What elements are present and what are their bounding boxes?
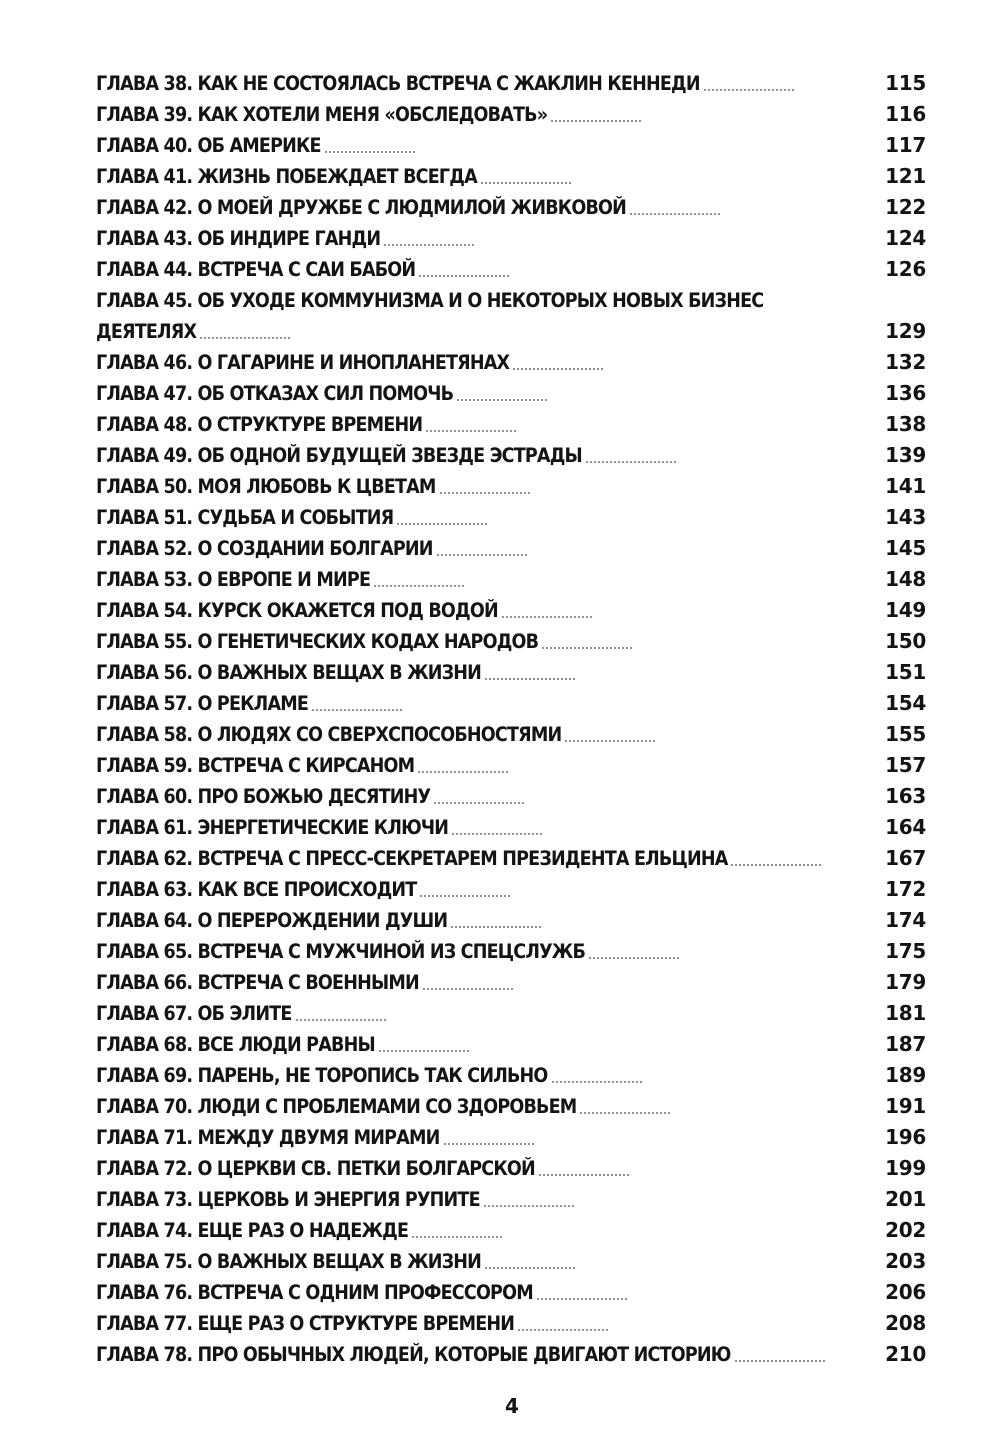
toc-entry-page: 138 bbox=[885, 412, 926, 436]
toc-entry-title: ГЛАВА 66. ВСТРЕЧА С ВОЕННЫМИ bbox=[96, 971, 419, 994]
toc-entry-title: ГЛАВА 69. ПАРЕНЬ, НЕ ТОРОПИСЬ ТАК СИЛЬНО bbox=[96, 1064, 548, 1087]
toc-entry-title: ГЛАВА 68. ВСЕ ЛЮДИ РАВНЫ bbox=[96, 1033, 375, 1056]
toc-entry[interactable] bbox=[96, 285, 926, 347]
toc-entry-title: ГЛАВА 58. О ЛЮДЯХ СО СВЕРХСПОСОБНОСТЯМИ bbox=[96, 723, 562, 746]
toc-entry-page: 129 bbox=[885, 319, 926, 343]
toc-entry[interactable] bbox=[96, 1029, 926, 1060]
toc-entry-title: ГЛАВА 59. ВСТРЕЧА С КИРСАНОМ bbox=[96, 754, 415, 777]
dot-leader bbox=[434, 800, 524, 804]
toc-entry[interactable] bbox=[96, 564, 926, 595]
toc-entry-title: ГЛАВА 42. О МОЕЙ ДРУЖБЕ С ЛЮДМИЛОЙ ЖИВКОВОЙ bbox=[96, 196, 627, 219]
dot-leader bbox=[580, 1110, 670, 1114]
toc-entry-page: 201 bbox=[885, 1187, 926, 1211]
toc-entry[interactable] bbox=[96, 750, 926, 781]
toc-entry-page: 148 bbox=[885, 567, 926, 591]
toc-entry-title: ГЛАВА 56. О ВАЖНЫХ ВЕЩАХ В ЖИЗНИ bbox=[96, 661, 482, 684]
dot-leader bbox=[484, 1203, 574, 1207]
toc-entry-title: ГЛАВА 50. МОЯ ЛЮБОВЬ К ЦВЕТАМ bbox=[96, 475, 436, 498]
toc-entry-page: 191 bbox=[885, 1094, 926, 1118]
toc-entry-title: ГЛАВА 61. ЭНЕРГЕТИЧЕСКИЕ КЛЮЧИ bbox=[96, 816, 449, 839]
page-number: 4 bbox=[505, 1394, 519, 1418]
toc-entry-page: 208 bbox=[885, 1311, 926, 1335]
dot-leader bbox=[379, 1048, 469, 1052]
toc-entry-page: 181 bbox=[885, 1001, 926, 1025]
toc-entry-title: ГЛАВА 67. ОБ ЭЛИТЕ bbox=[96, 1002, 292, 1025]
dot-leader bbox=[542, 645, 632, 649]
dot-leader bbox=[452, 831, 542, 835]
toc-entry-title: ГЛАВА 75. О ВАЖНЫХ ВЕЩАХ В ЖИЗНИ bbox=[96, 1250, 482, 1273]
toc-entry[interactable] bbox=[96, 1091, 926, 1122]
toc-entry-title: ГЛАВА 63. КАК ВСЕ ПРОИСХОДИТ bbox=[96, 878, 417, 901]
toc-entry-page: 179 bbox=[885, 970, 926, 994]
toc-entry[interactable] bbox=[96, 378, 926, 409]
toc-entry-page: 155 bbox=[885, 722, 926, 746]
toc-entry[interactable] bbox=[96, 502, 926, 533]
dot-leader bbox=[502, 614, 592, 618]
toc-entry-page: 172 bbox=[885, 877, 926, 901]
toc-entry[interactable] bbox=[96, 719, 926, 750]
toc-entry-page: 121 bbox=[885, 164, 926, 188]
toc-entry-title: ГЛАВА 70. ЛЮДИ С ПРОБЛЕМАМИ СО ЗДОРОВЬЕМ bbox=[96, 1095, 577, 1118]
toc-entry-title: ГЛАВА 51. СУДЬБА И СОБЫТИЯ bbox=[96, 506, 394, 529]
toc-entry[interactable] bbox=[96, 1246, 926, 1277]
toc-entry-page: 189 bbox=[885, 1063, 926, 1087]
toc-entry-page: 203 bbox=[885, 1249, 926, 1273]
toc-entry-title: ГЛАВА 71. МЕЖДУ ДВУМЯ МИРАМИ bbox=[96, 1126, 440, 1149]
toc-entry-page: 196 bbox=[885, 1125, 926, 1149]
toc-entry-page: 136 bbox=[885, 381, 926, 405]
toc-entry-title: ГЛАВА 54. КУРСК ОКАЖЕТСЯ ПОД ВОДОЙ bbox=[96, 599, 498, 622]
toc-entry[interactable] bbox=[96, 595, 926, 626]
dot-leader bbox=[485, 676, 575, 680]
toc-entry-title: ГЛАВА 73. ЦЕРКОВЬ И ЭНЕРГИЯ РУПИТЕ bbox=[96, 1188, 480, 1211]
toc-entry[interactable] bbox=[96, 936, 926, 967]
toc-entry[interactable] bbox=[96, 130, 926, 161]
dot-leader bbox=[630, 211, 720, 215]
toc-entry-title: ГЛАВА 62. ВСТРЕЧА С ПРЕСС-СЕКРЕТАРЕМ ПРЕЗИДЕНТА ЕЛЬЦИНА bbox=[96, 847, 728, 870]
toc-entry[interactable] bbox=[96, 99, 926, 130]
dot-leader bbox=[444, 1141, 534, 1145]
dot-leader bbox=[485, 1265, 575, 1269]
toc-entry[interactable] bbox=[96, 1184, 926, 1215]
toc-entry-title: ГЛАВА 57. О РЕКЛАМЕ bbox=[96, 692, 309, 715]
toc-entry-page: 124 bbox=[885, 226, 926, 250]
dot-leader bbox=[296, 1017, 386, 1021]
toc-entry-title: ГЛАВА 47. ОБ ОТКАЗАХ СИЛ ПОМОЧЬ bbox=[96, 382, 454, 405]
toc-entry-title: ГЛАВА 46. О ГАГАРИНЕ И ИНОПЛАНЕТЯНАХ bbox=[96, 351, 510, 374]
dot-leader bbox=[537, 1296, 627, 1300]
toc-entry[interactable] bbox=[96, 1215, 926, 1246]
dot-leader bbox=[704, 87, 794, 91]
dot-leader bbox=[457, 397, 547, 401]
dot-leader bbox=[513, 366, 603, 370]
toc-entry-title: ГЛАВА 40. ОБ АМЕРИКЕ bbox=[96, 134, 321, 157]
toc-entry[interactable] bbox=[96, 812, 926, 843]
toc-entry-page: 145 bbox=[885, 536, 926, 560]
dot-leader bbox=[325, 149, 415, 153]
dot-leader bbox=[312, 707, 402, 711]
toc-entry-title: ГЛАВА 72. О ЦЕРКВИ СВ. ПЕТКИ БОЛГАРСКОЙ bbox=[96, 1157, 535, 1180]
dot-leader bbox=[518, 1327, 608, 1331]
toc-entry-page: 141 bbox=[885, 474, 926, 498]
toc-entry-page: 115 bbox=[885, 71, 926, 95]
dot-leader bbox=[481, 180, 571, 184]
dot-leader bbox=[731, 862, 821, 866]
toc-entry[interactable] bbox=[96, 68, 926, 99]
toc-entry-title: ГЛАВА 77. ЕЩЕ РАЗ О СТРУКТУРЕ ВРЕМЕНИ bbox=[96, 1312, 515, 1335]
table-of-contents bbox=[96, 68, 926, 1370]
toc-entry-page: 157 bbox=[885, 753, 926, 777]
toc-entry-title: ГЛАВА 74. ЕЩЕ РАЗ О НАДЕЖДЕ bbox=[96, 1219, 409, 1242]
dot-leader bbox=[418, 769, 508, 773]
toc-entry[interactable] bbox=[96, 874, 926, 905]
toc-entry[interactable] bbox=[96, 192, 926, 223]
toc-entry[interactable] bbox=[96, 223, 926, 254]
toc-entry-title: ГЛАВА 55. О ГЕНЕТИЧЕСКИХ КОДАХ НАРОДОВ bbox=[96, 630, 539, 653]
toc-entry-page: 139 bbox=[885, 443, 926, 467]
dot-leader bbox=[552, 1079, 642, 1083]
toc-entry-title: ГЛАВА 39. КАК ХОТЕЛИ МЕНЯ «ОБСЛЕДОВАТЬ» bbox=[96, 103, 548, 126]
toc-entry-page: 175 bbox=[885, 939, 926, 963]
toc-entry-title: ГЛАВА 48. О СТРУКТУРЕ ВРЕМЕНИ bbox=[96, 413, 423, 436]
toc-entry-title: ГЛАВА 53. О ЕВРОПЕ И МИРЕ bbox=[96, 568, 371, 591]
dot-leader bbox=[551, 118, 641, 122]
dot-leader bbox=[384, 242, 474, 246]
dot-leader bbox=[539, 1172, 629, 1176]
toc-entry[interactable] bbox=[96, 1153, 926, 1184]
dot-leader bbox=[426, 428, 516, 432]
toc-entry-title: ГЛАВА 38. КАК НЕ СОСТОЯЛАСЬ ВСТРЕЧА С ЖАКЛИН КЕННЕДИ bbox=[96, 72, 700, 95]
toc-entry-title: ГЛАВА 43. ОБ ИНДИРЕ ГАНДИ bbox=[96, 227, 381, 250]
toc-entry[interactable] bbox=[96, 1060, 926, 1091]
toc-entry-page: 151 bbox=[885, 660, 926, 684]
toc-entry-page: 202 bbox=[885, 1218, 926, 1242]
toc-entry-title: ГЛАВА 65. ВСТРЕЧА С МУЖЧИНОЙ ИЗ СПЕЦСЛУЖБ bbox=[96, 940, 586, 963]
toc-entry-page: 122 bbox=[885, 195, 926, 219]
toc-entry[interactable] bbox=[96, 440, 926, 471]
toc-entry-page: 143 bbox=[885, 505, 926, 529]
toc-entry[interactable] bbox=[96, 688, 926, 719]
toc-entry[interactable] bbox=[96, 781, 926, 812]
toc-entry[interactable] bbox=[96, 471, 926, 502]
toc-entry[interactable] bbox=[96, 967, 926, 998]
dot-leader bbox=[419, 273, 509, 277]
dot-leader bbox=[200, 335, 290, 339]
toc-entry-page: 199 bbox=[885, 1156, 926, 1180]
toc-entry-page: 164 bbox=[885, 815, 926, 839]
toc-entry-page: 206 bbox=[885, 1280, 926, 1304]
toc-entry-page: 149 bbox=[885, 598, 926, 622]
toc-entry-page: 154 bbox=[885, 691, 926, 715]
toc-entry-title: ГЛАВА 52. О СОЗДАНИИ БОЛГАРИИ bbox=[96, 537, 433, 560]
toc-entry-page: 117 bbox=[885, 133, 926, 157]
toc-entry[interactable] bbox=[96, 1277, 926, 1308]
toc-entry[interactable] bbox=[96, 998, 926, 1029]
toc-entry[interactable] bbox=[96, 254, 926, 285]
toc-entry-page: 116 bbox=[885, 102, 926, 126]
toc-entry[interactable] bbox=[96, 626, 926, 657]
toc-entry[interactable] bbox=[96, 347, 926, 378]
toc-entry-page: 187 bbox=[885, 1032, 926, 1056]
toc-entry-page: 132 bbox=[885, 350, 926, 374]
dot-leader bbox=[589, 955, 679, 959]
toc-entry[interactable] bbox=[96, 843, 926, 874]
toc-entry[interactable] bbox=[96, 533, 926, 564]
toc-entry[interactable] bbox=[96, 1308, 926, 1339]
dot-leader bbox=[586, 459, 676, 463]
toc-entry-title: ГЛАВА 76. ВСТРЕЧА С ОДНИМ ПРОФЕССОРОМ bbox=[96, 1281, 533, 1304]
toc-entry[interactable] bbox=[96, 1339, 926, 1370]
toc-entry[interactable] bbox=[96, 161, 926, 192]
dot-leader bbox=[565, 738, 655, 742]
toc-entry[interactable] bbox=[96, 657, 926, 688]
toc-entry-title: ГЛАВА 60. ПРО БОЖЬЮ ДЕСЯТИНУ bbox=[96, 785, 431, 808]
dot-leader bbox=[397, 521, 487, 525]
dot-leader bbox=[735, 1358, 825, 1362]
toc-entry[interactable] bbox=[96, 905, 926, 936]
toc-entry-page: 126 bbox=[885, 257, 926, 281]
toc-entry-page: 174 bbox=[885, 908, 926, 932]
dot-leader bbox=[423, 986, 513, 990]
dot-leader bbox=[374, 583, 464, 587]
dot-leader bbox=[412, 1234, 502, 1238]
toc-entry-title: ГЛАВА 78. ПРО ОБЫЧНЫХ ЛЮДЕЙ, КОТОРЫЕ ДВИГАЮТ ИСТОРИЮ bbox=[96, 1343, 731, 1366]
dot-leader bbox=[451, 924, 541, 928]
toc-entry-title: ГЛАВА 49. ОБ ОДНОЙ БУДУЩЕЙ ЗВЕЗДЕ ЭСТРАДЫ bbox=[96, 444, 582, 467]
toc-entry-title: ГЛАВА 44. ВСТРЕЧА С САИ БАБОЙ bbox=[96, 258, 416, 281]
dot-leader bbox=[437, 552, 527, 556]
toc-entry-title: ГЛАВА 64. О ПЕРЕРОЖДЕНИИ ДУШИ bbox=[96, 909, 448, 932]
toc-entry-page: 167 bbox=[885, 846, 926, 870]
toc-entry-page: 150 bbox=[885, 629, 926, 653]
toc-entry-title: ГЛАВА 45. ОБ УХОДЕ КОММУНИЗМА И О НЕКОТОРЫХ НОВЫХ БИЗНЕС ДЕЯТЕЛЯХ bbox=[96, 289, 764, 343]
toc-entry-page: 210 bbox=[885, 1342, 926, 1366]
dot-leader bbox=[440, 490, 530, 494]
toc-entry[interactable] bbox=[96, 409, 926, 440]
dot-leader bbox=[420, 893, 510, 897]
toc-entry-title: ГЛАВА 41. ЖИЗНЬ ПОБЕЖДАЕТ ВСЕГДА bbox=[96, 165, 477, 188]
toc-entry[interactable] bbox=[96, 1122, 926, 1153]
toc-entry-page: 163 bbox=[885, 784, 926, 808]
